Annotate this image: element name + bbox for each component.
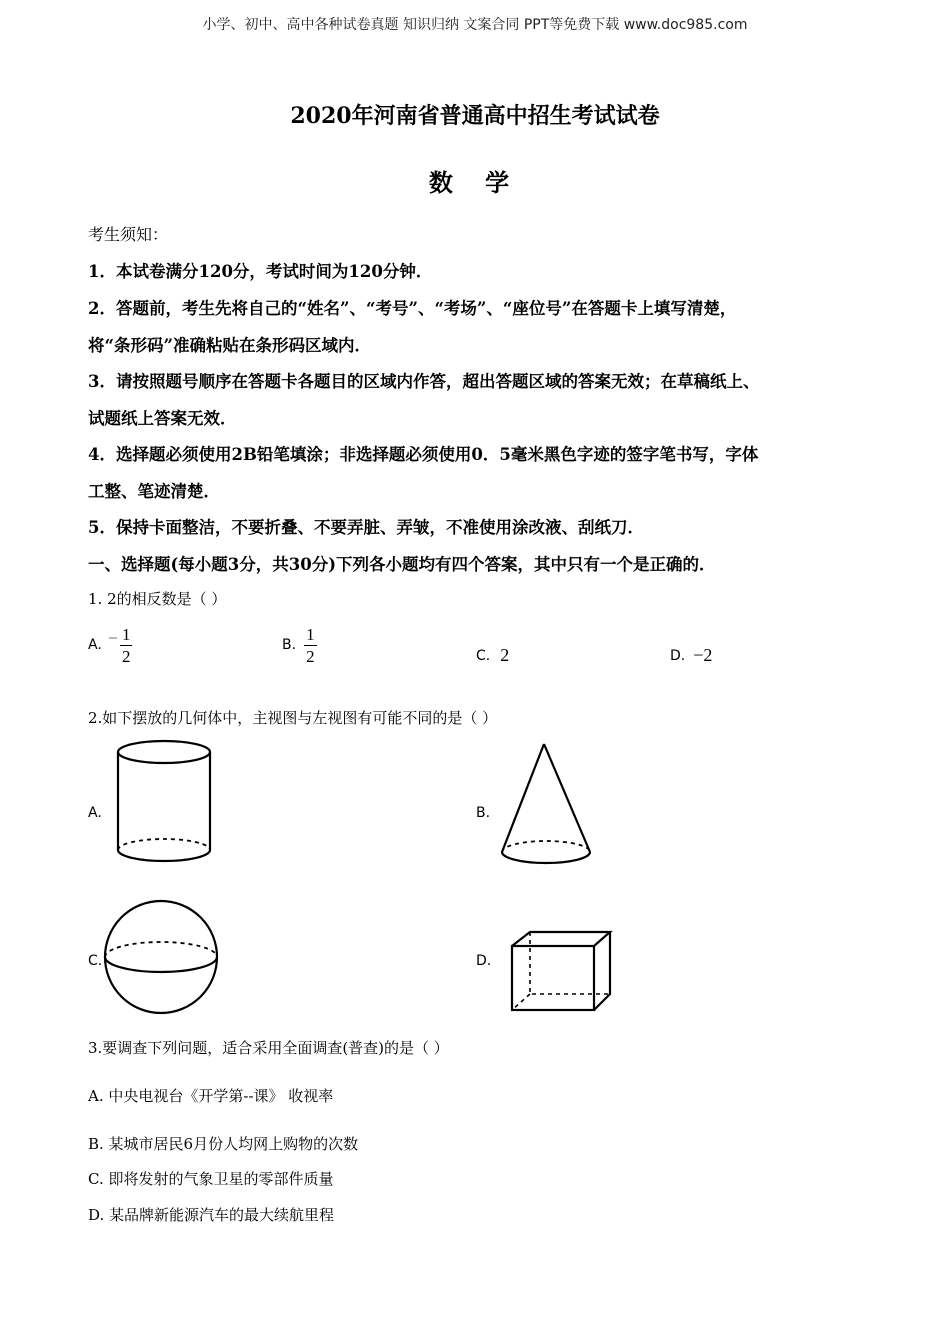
q2-option-c-label[interactable]: C.: [88, 953, 103, 969]
cylinder-top-ellipse: [118, 741, 210, 763]
q2-option-b-label[interactable]: B.: [476, 805, 491, 821]
q3-option-a[interactable]: A. 中央电视台《开学第--课》 收视率: [88, 1087, 334, 1105]
q2-option-d-label[interactable]: D.: [476, 953, 492, 969]
sphere-equator-back: [105, 942, 217, 957]
q1-option-b[interactable]: [282, 622, 317, 668]
q1-option-c[interactable]: [476, 645, 509, 666]
cone-left-edge: [502, 744, 544, 852]
notice-heading: 考生须知：: [88, 225, 169, 244]
notice-item-2: 2．答题前，考生先将自己的“姓名”、“考号”、“考场”、“座位号”在答题卡上填写清楚，: [88, 299, 737, 318]
cone-figure: [498, 742, 594, 868]
q1-option-a-fraction: [120, 626, 133, 665]
q1-option-c-value: 2: [500, 645, 510, 665]
q1-option-d-label: D.: [670, 647, 686, 664]
cuboid-front-face: [512, 946, 594, 1010]
q1-option-a-sign: −: [107, 627, 118, 648]
q3-option-b[interactable]: B. 某城市居民6月份人均网上购物的次数: [88, 1135, 359, 1153]
notice-item-4: 4．选择题必须使用2B铅笔填涂；非选择题必须使用0．5毫米黑色字迹的签字笔书写，字体: [88, 445, 759, 464]
cone-base-front: [502, 852, 590, 863]
notice-item-2-cont: 将“条形码”准确粘贴在条形码区域内．: [88, 336, 371, 355]
cuboid-top-face: [512, 932, 610, 946]
q1-option-b-fraction: [304, 626, 317, 665]
q3-option-c[interactable]: C. 即将发射的气象卫星的零部件质量: [88, 1170, 334, 1188]
exam-subject: 数 学: [428, 168, 522, 197]
notice-item-4-cont: 工整、笔迹清楚．: [88, 482, 220, 501]
notice-item-5: 5．保持卡面整洁，不要折叠、不要弄脏、弄皱，不准使用涂改液、刮纸刀．: [88, 518, 644, 537]
exam-title: 2020年河南省普通高中招生考试试卷: [290, 103, 660, 129]
sphere-figure: [102, 898, 222, 1018]
cone-base-back: [502, 841, 590, 852]
q2-option-a-label[interactable]: A.: [88, 805, 102, 821]
cylinder-figure: [112, 738, 218, 864]
q1-option-a-numerator: 1: [121, 624, 131, 644]
notice-item-3: 3．请按照题号顺序在答题卡各题目的区域内作答，超出答题区域的答案无效；在草稿纸上、: [88, 372, 760, 391]
q1-option-c-label: C.: [476, 647, 491, 664]
cuboid-hidden-diagonal: [512, 994, 530, 1010]
sphere-equator-front: [105, 957, 217, 972]
q1-option-d-value: −2: [693, 645, 713, 665]
q1-option-b-denominator: 2: [306, 646, 315, 666]
q1-option-a[interactable]: [88, 622, 132, 668]
cone-right-edge: [544, 744, 590, 852]
q1-option-a-label: A.: [88, 637, 102, 653]
q1-option-b-label: B.: [282, 637, 297, 653]
cuboid-figure: [508, 928, 614, 1016]
cylinder-bottom-front: [118, 850, 210, 861]
sphere-outline: [105, 901, 217, 1013]
section-1-heading: 一、选择题(每小题3分，共30分)下列各小题均有四个答案，其中只有一个是正确的．: [88, 555, 716, 574]
q3-option-d[interactable]: D. 某品牌新能源汽车的最大续航里程: [88, 1206, 335, 1224]
q1-stem: 1. 2的相反数是（ ）: [88, 590, 227, 608]
notice-item-1: 1．本试卷满分120分，考试时间为120分钟．: [88, 262, 433, 281]
q1-option-a-denominator: 2: [121, 646, 131, 666]
q1-option-b-numerator: 1: [306, 624, 315, 644]
q1-option-d[interactable]: [670, 645, 712, 666]
cylinder-bottom-back: [118, 839, 210, 850]
q3-stem: 3.要调查下列问题，适合采用全面调查(普查)的是（ ）: [88, 1039, 449, 1057]
page-header: 小学、初中、高中各种试卷真题 知识归纳 文案合同 PPT等免费下载 www.doc985.com: [202, 17, 748, 33]
q2-stem: 2.如下摆放的几何体中，主视图与左视图有可能不同的是（ ）: [88, 709, 498, 727]
notice-item-3-cont: 试题纸上答案无效．: [88, 409, 237, 428]
